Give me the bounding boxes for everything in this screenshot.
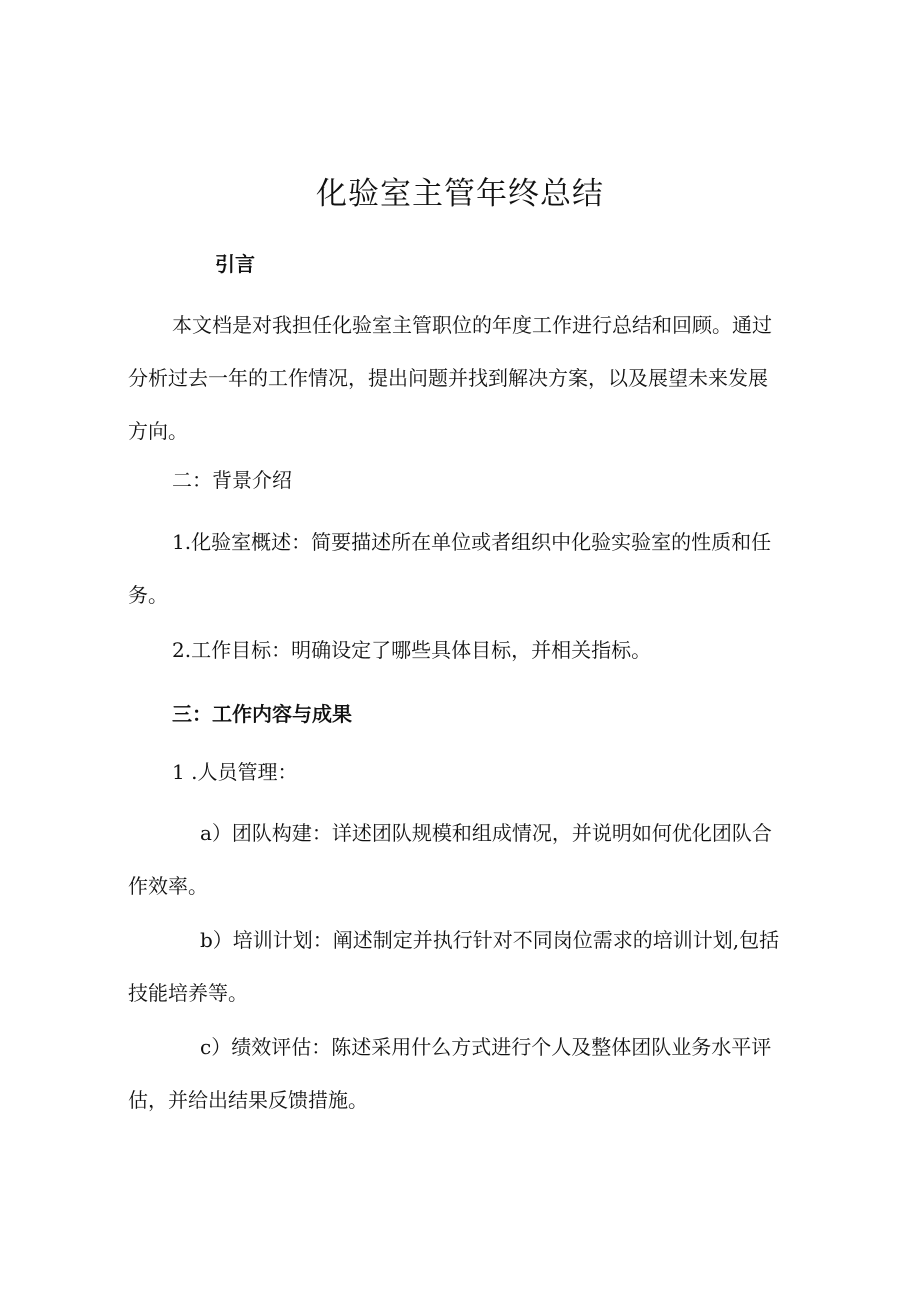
item-3-1c-line-2: 估，并给出结果反馈措施。 bbox=[128, 1088, 368, 1112]
section2-heading: 二：背景介绍 bbox=[172, 468, 292, 492]
item-3-1c-paragraph bbox=[128, 1021, 796, 1127]
item-2-2-paragraph bbox=[128, 624, 796, 677]
intro-line-3: 方向。 bbox=[128, 419, 188, 443]
item-3-1c-line-1: c）绩效评估：陈述采用什么方式进行个人及整体团队业务水平评 bbox=[200, 1035, 772, 1059]
item-3-1b-line-1: b）培训计划：阐述制定并执行针对不同岗位需求的培训计划,包括 bbox=[200, 928, 780, 952]
intro-line-2: 分析过去一年的工作情况，提出问题并找到解决方案，以及展望未来发展 bbox=[128, 366, 768, 390]
item-3-1a-line-1: a）团队构建：详述团队规模和组成情况，并说明如何优化团队合 bbox=[200, 821, 772, 845]
item-2-1-paragraph bbox=[128, 516, 796, 622]
document-title: 化验室主管年终总结 bbox=[316, 176, 604, 212]
item-2-1-line-2: 务。 bbox=[128, 583, 168, 607]
section3-heading: 三：工作内容与成果 bbox=[172, 702, 352, 726]
item-3-1: 1 .人员管理： bbox=[172, 760, 298, 784]
section2-heading-block bbox=[128, 454, 796, 507]
item-3-1b-line-2: 技能培养等。 bbox=[128, 981, 248, 1005]
intro-heading: 引言 bbox=[215, 252, 255, 276]
intro-line-1: 本文档是对我担任化验室主管职位的年度工作进行总结和回顾。通过 bbox=[172, 313, 772, 337]
item-3-1a-paragraph bbox=[128, 807, 796, 913]
item-2-1-line-1: 1.化验室概述：简要描述所在单位或者组织中化验实验室的性质和任 bbox=[172, 530, 772, 554]
item-3-1a-line-2: 作效率。 bbox=[128, 874, 208, 898]
intro-paragraph bbox=[128, 299, 796, 458]
item-2-2-line-1: 2.工作目标：明确设定了哪些具体目标，并相关指标。 bbox=[172, 638, 652, 662]
item-3-1b-paragraph bbox=[128, 914, 796, 1020]
item-3-1-block bbox=[128, 746, 796, 799]
